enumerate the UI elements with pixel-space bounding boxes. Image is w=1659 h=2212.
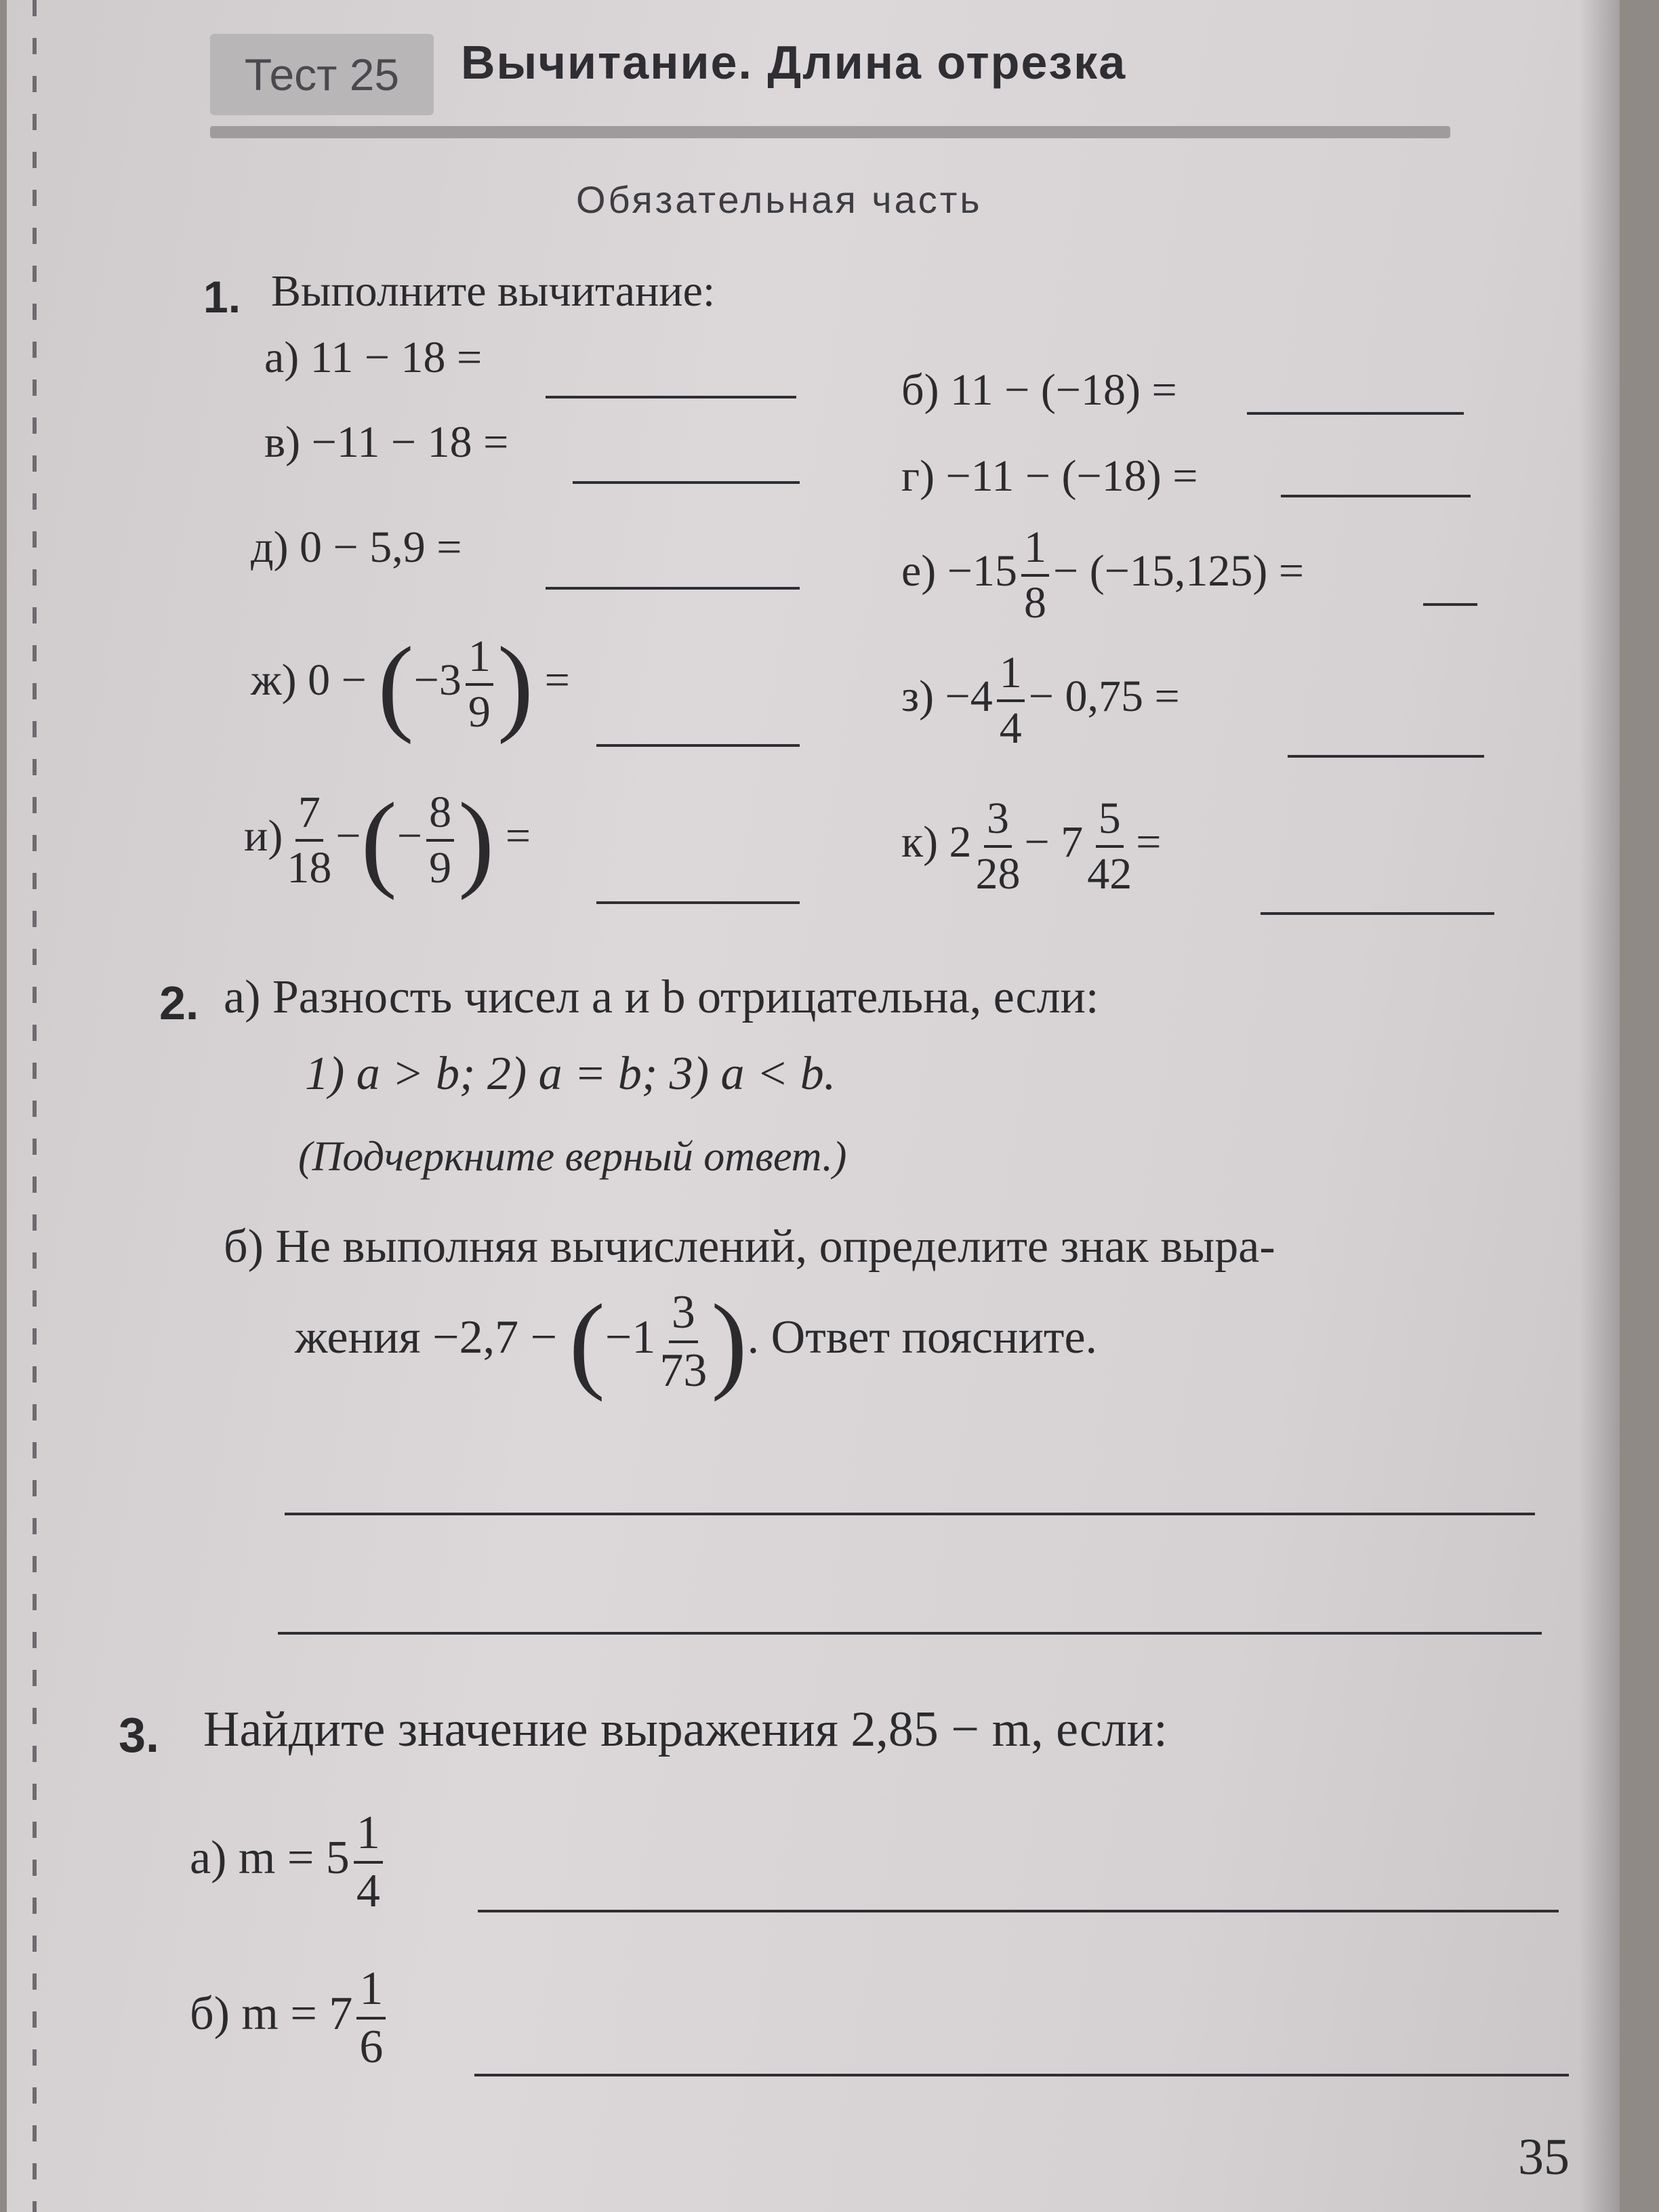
item-z-prefix: з) −4 xyxy=(901,672,993,722)
answer-line-1[interactable] xyxy=(285,1513,1535,1515)
answer-blank-i[interactable] xyxy=(596,901,800,904)
answer-blank-zh[interactable] xyxy=(596,744,800,747)
binding-perforation xyxy=(33,0,37,2212)
fraction-z-denominator: 4 xyxy=(999,703,1022,753)
fraction-task3-a-numerator: 1 xyxy=(354,1809,383,1864)
fraction-k-first-denominator: 28 xyxy=(975,849,1021,899)
task2-part-b-line1: б) Не выполняя вычислений, определите знак выра- xyxy=(224,1221,1275,1273)
answer-line-2[interactable] xyxy=(278,1632,1542,1635)
left-parenthesis: ( xyxy=(569,1282,605,1402)
task3-item-a xyxy=(190,1809,387,1915)
fraction-zh-denominator: 9 xyxy=(468,687,491,737)
task2-b-whole: −1 xyxy=(605,1311,656,1364)
task2-number: 2. xyxy=(159,977,199,1029)
fraction-task2 xyxy=(659,1286,708,1397)
fraction-task3-b xyxy=(356,1965,386,2071)
item-i-suffix: = xyxy=(505,811,531,861)
item-zh-prefix: ж) 0 − xyxy=(251,655,367,705)
fraction-e-denominator: 8 xyxy=(1024,578,1046,628)
page-edge-shadow xyxy=(1579,0,1620,2212)
left-parenthesis: ( xyxy=(377,624,414,745)
fraction-i-first-numerator: 7 xyxy=(295,790,323,842)
item-i-minus: − xyxy=(335,811,361,861)
task1-item-g: г) −11 − (−18) = xyxy=(901,451,1198,501)
task1-item-a: а) 11 − 18 = xyxy=(264,333,483,382)
task2-note: (Подчеркните верный ответ.) xyxy=(298,1134,847,1180)
task1-instruction: Выполните вычитание: xyxy=(271,266,716,316)
task1-item-v: в) −11 − 18 = xyxy=(264,417,509,467)
task1-item-b: б) 11 − (−18) = xyxy=(901,365,1177,415)
title-underline xyxy=(210,126,1450,138)
answer-blank-e[interactable] xyxy=(1423,603,1477,606)
item-k-suffix: = xyxy=(1136,817,1162,867)
task3-instruction: Найдите значение выражения 2,85 − m, если: xyxy=(203,1702,1168,1757)
fraction-e-numerator: 1 xyxy=(1021,525,1049,577)
task1-item-zh xyxy=(251,624,570,745)
fraction-task2-numerator: 3 xyxy=(669,1289,698,1343)
fraction-k-second-denominator: 42 xyxy=(1087,849,1132,899)
fraction-task3-a xyxy=(354,1809,383,1915)
task1-item-k xyxy=(901,796,1162,897)
fraction-task3-b-numerator: 1 xyxy=(356,1965,386,2020)
right-parenthesis: ) xyxy=(497,624,534,745)
fraction-i-second xyxy=(426,787,454,893)
fraction-z xyxy=(997,648,1025,753)
task3-item-b xyxy=(190,1965,390,2071)
fraction-k-first xyxy=(976,796,1021,897)
task3-number: 3. xyxy=(119,1708,160,1763)
item-k-middle: − 7 xyxy=(1024,817,1084,867)
answer-line-task3-b[interactable] xyxy=(474,2074,1569,2076)
fraction-zh xyxy=(466,634,493,735)
fraction-task2-denominator: 73 xyxy=(659,1345,708,1397)
task2-options[interactable]: 1) a > b; 2) a = b; 3) a < b. xyxy=(305,1048,836,1100)
answer-blank-d[interactable] xyxy=(546,587,800,590)
item-e-suffix: − (−15,125) = xyxy=(1053,546,1305,596)
task2-part-a: а) Разность чисел a и b отрицательна, если: xyxy=(224,971,1099,1023)
item-zh-whole: −3 xyxy=(413,655,462,705)
fraction-i-second-numerator: 8 xyxy=(426,790,454,842)
fraction-i-first-denominator: 18 xyxy=(287,843,332,893)
fraction-z-numerator: 1 xyxy=(997,651,1025,702)
answer-line-task3-a[interactable] xyxy=(478,1910,1559,1912)
fraction-zh-numerator: 1 xyxy=(466,634,493,686)
task1-item-z xyxy=(901,648,1180,753)
section-subtitle: Обязательная часть xyxy=(576,178,983,221)
fraction-k-second-numerator: 5 xyxy=(1096,796,1124,848)
right-parenthesis: ) xyxy=(458,780,495,901)
page-number: 35 xyxy=(1518,2129,1570,2186)
task2-b-prefix: жения −2,7 − xyxy=(295,1311,558,1364)
item-zh-suffix: = xyxy=(544,655,570,705)
answer-blank-g[interactable] xyxy=(1281,495,1471,497)
fraction-k-first-numerator: 3 xyxy=(984,796,1012,848)
task2-part-b-line2 xyxy=(295,1282,1098,1402)
fraction-k-second xyxy=(1087,796,1132,897)
left-parenthesis: ( xyxy=(361,780,397,901)
item-z-suffix: − 0,75 = xyxy=(1028,672,1180,722)
answer-blank-a[interactable] xyxy=(546,396,796,398)
task1-item-d: д) 0 − 5,9 = xyxy=(251,523,462,572)
fraction-i-second-denominator: 9 xyxy=(429,843,452,893)
task1-item-i xyxy=(244,780,531,901)
fraction-i-first xyxy=(287,787,332,893)
item-e-prefix: е) −15 xyxy=(901,546,1017,596)
workbook-page xyxy=(7,0,1620,2212)
task3-a-prefix: а) m = 5 xyxy=(190,1832,350,1885)
fraction-task3-b-denominator: 6 xyxy=(359,2021,384,2073)
item-i-inner-sign: − xyxy=(396,811,423,861)
task1-item-e xyxy=(901,525,1304,626)
item-k-prefix: к) 2 xyxy=(901,817,972,867)
item-i-label: и) xyxy=(244,811,283,861)
task2-b-suffix: . Ответ поясните. xyxy=(747,1311,1098,1364)
fraction-task3-a-denominator: 4 xyxy=(356,1865,380,1917)
answer-blank-k[interactable] xyxy=(1261,912,1494,915)
test-label: Тест 25 xyxy=(210,34,434,115)
answer-blank-z[interactable] xyxy=(1288,755,1484,758)
task3-b-prefix: б) m = 7 xyxy=(190,1988,353,2041)
answer-blank-v[interactable] xyxy=(573,481,800,484)
fraction-e xyxy=(1021,525,1049,626)
answer-blank-b[interactable] xyxy=(1247,412,1464,415)
task1-number: 1. xyxy=(203,272,241,322)
right-parenthesis: ) xyxy=(711,1282,747,1402)
page-title: Вычитание. Длина отрезка xyxy=(461,36,1127,89)
